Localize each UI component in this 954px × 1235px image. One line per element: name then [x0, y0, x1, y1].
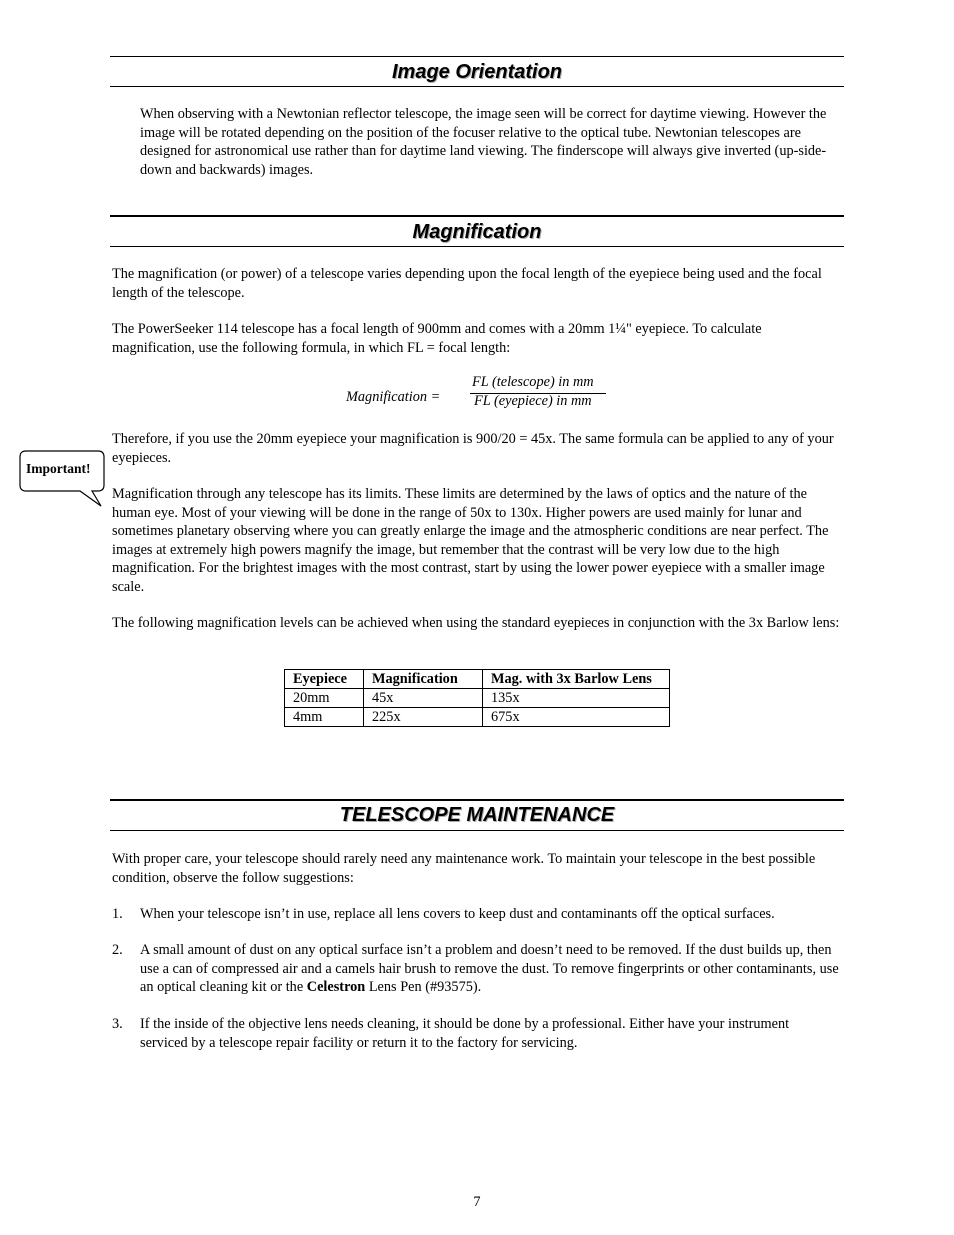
orientation-bottom-rule — [110, 86, 844, 87]
table-header-cell: Mag. with 3x Barlow Lens — [483, 670, 670, 689]
formula-lhs: Magnification = — [346, 389, 441, 405]
important-callout — [18, 450, 108, 510]
maintenance-intro: With proper care, your telescope should rarely need any maintenance work. To maintain your telescope in the best possible condition, observe the follow suggestions: — [112, 851, 816, 886]
magnification-p1: The magnification (or power) of a telescope varies depending upon the focal length of the eyepiece being used and the focal length of the telescope. — [112, 266, 822, 301]
formula-numerator: FL (telescope) in mm — [472, 374, 594, 390]
table-header-cell: Eyepiece — [285, 670, 364, 689]
table-cell: 225x — [364, 708, 483, 727]
formula-denominator: FL (eyepiece) in mm — [474, 393, 592, 409]
list-item-text: Lens Pen (#93575). — [365, 979, 482, 995]
table-row — [285, 708, 670, 727]
list-item — [140, 941, 840, 997]
magnification-top-rule — [110, 215, 844, 217]
list-item-number: 3. — [112, 1016, 123, 1032]
magnification-p3: Therefore, if you use the 20mm eyepiece your magnification is 900/20 = 45x. The same formula can be applied to any of your eyepieces. — [112, 431, 834, 466]
maintenance-bottom-rule — [110, 830, 844, 831]
table-cell: 675x — [483, 708, 670, 727]
table-cell: 4mm — [285, 708, 364, 727]
orientation-heading: Image Orientation — [391, 61, 563, 83]
list-item: If the inside of the objective lens needs cleaning, it should be done by a professional. Either have your instrument serviced by a telescope repair facility or return it to the factory for servicing. — [140, 1016, 790, 1051]
orientation-top-rule — [110, 56, 844, 57]
table-cell: 45x — [364, 689, 483, 708]
table-cell: 135x — [483, 689, 670, 708]
orientation-body: When observing with a Newtonian reflector telescope, the image seen will be correct for daytime viewing. However the image will be rotated depending on the position of the focuser relative to the optical tube. Newtonian telescopes are designed for astronomical use rather than for daytime land viewing. The finderscope will always give inverted (up-side-down and backwards) images. — [140, 106, 827, 178]
table-row — [285, 689, 670, 708]
list-item-number: 1. — [112, 906, 123, 922]
list-item-number: 2. — [112, 942, 123, 958]
table-cell: 20mm — [285, 689, 364, 708]
list-item: When your telescope isn’t in use, replace all lens covers to keep dust and contaminants off the optical surfaces. — [140, 906, 775, 922]
magnification-p2: The PowerSeeker 114 telescope has a focal length of 900mm and comes with a 20mm 1¼" eyepiece. To calculate magnification, use the following formula, in which FL = focal length: — [112, 321, 762, 356]
magnification-heading: Magnification — [412, 221, 542, 243]
page-number: 7 — [473, 1194, 481, 1210]
maintenance-top-rule — [110, 799, 844, 801]
table-header-row — [285, 670, 670, 689]
table-header-cell: Magnification — [364, 670, 483, 689]
maintenance-heading: TELESCOPE MAINTENANCE — [339, 804, 615, 826]
important-callout-label: Important! — [26, 461, 91, 476]
magnification-table — [284, 669, 670, 727]
magnification-p5: The following magnification levels can be achieved when using the standard eyepieces in conjunction with the 3x Barlow lens: — [112, 615, 840, 631]
magnification-p4: Magnification through any telescope has its limits. These limits are determined by the laws of optics and the nature of the human eye. Most of your viewing will be done in the range of 50x to 130x. Higher powers are used mainly for lunar and sometimes planetary observing where you can greatly enlarge the image and the atmospheric conditions are near perfect. The images at extremely high powers magnify the image, but remember that the contrast will be very low due to the high magnification. For the brightest images with the most contrast, start by using the lower power eyepiece with a smaller image scale. — [112, 486, 829, 595]
magnification-bottom-rule — [110, 246, 844, 247]
brand-name: Celestron — [306, 979, 366, 995]
list-item-text: A small amount of dust on any optical surface isn’t a problem and doesn’t need to be removed. If the dust builds up, then use a can of compressed air and a camels hair brush to remove the dust. To remove fingerprints or other contaminants, use an optical cleaning kit or the — [140, 942, 839, 995]
